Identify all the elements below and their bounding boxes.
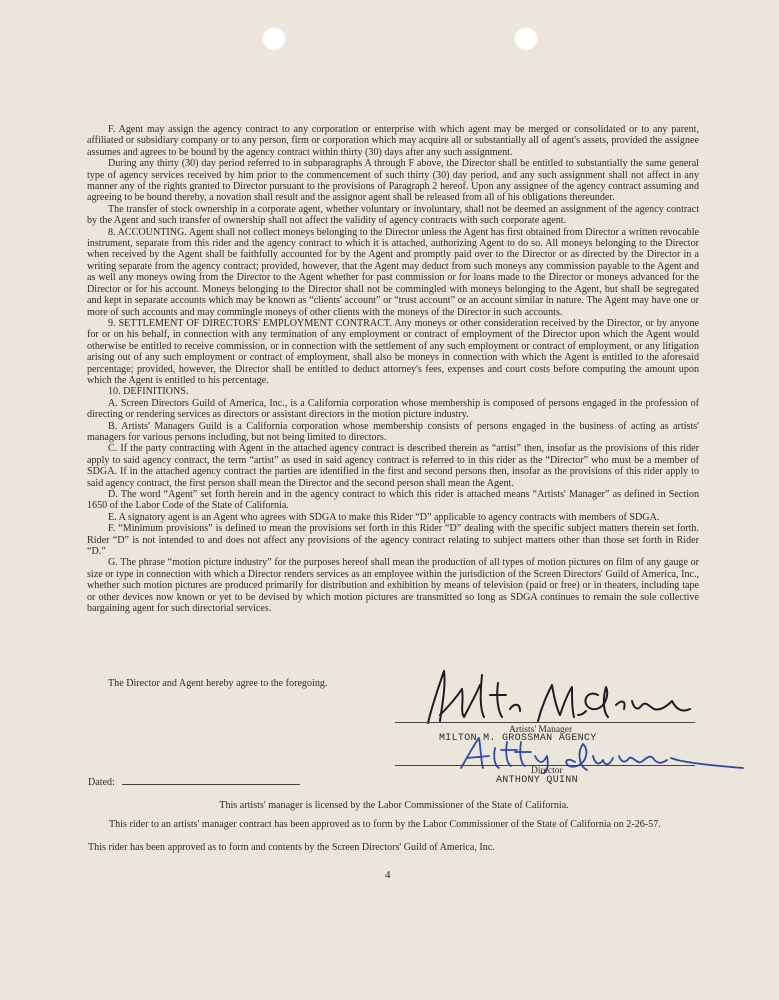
page-number: 4 bbox=[385, 869, 391, 881]
paragraph-accounting: 8. ACCOUNTING. Agent shall not collect moneys belonging to the Director unless the Agent has first obtained from Director a written revocable instrument, separate from this rider and the agency contract to which it is attached, authorizing Agent to do so. All moneys belonging to the Director when received by the Agent shall be faithfully accounted for by the Agent and promptly paid over to the Director or as directed by the Director in a writing separate from the agency contract; provided, however, that the Agent may deduct from such moneys any commission payable to the Agent and as well any moneys owing from the Director to the Agent whether for past commission or for loans made to the Director or moneys advanced for the Director or for his account. Moneys belonging to the Director shall not be commingled with moneys belonging to the Agent, but shall be segregated and kept in separate accounts which may be known as “clients' account” or “trust account” or an account similar in nature. The Agent may have one or more of such accounts and may commingle moneys of other clients with the moneys of the Director in such accounts. bbox=[87, 226, 699, 318]
definition-b: B. Artists' Managers Guild is a California corporation whose membership consists of persons engaged in the business of acting as artists' managers for various persons including, but not being limited to directors. bbox=[87, 420, 699, 443]
agent-caption: Artists' Manager bbox=[509, 725, 573, 735]
director-signature bbox=[455, 734, 750, 774]
sdga-approval-note: This rider has been approved as to form and contents by the Screen Directors' Guild of America, Inc. bbox=[88, 842, 495, 853]
punch-hole-right bbox=[514, 26, 538, 50]
agent-signature-line bbox=[395, 722, 695, 723]
paragraph-thirty-day-period: During any thirty (30) day period referred to in subparagraphs A through F above, the Director shall be entitled to substantially the same general type of agency services received by him prior to the commencement of such thirty (30) day period, and any such assignment shall not affect in any manner any of the rights granted to Director pursuant to the provisions of Paragraph 2 hereof. Upon any assignee of the agency contract assuming and agreeing to be bound thereby, a novation shall result and the assignor agent shall be released from all of his obligations thereunder. bbox=[87, 158, 699, 204]
license-note: This artists' manager is licensed by the Labor Commissioner of the State of California. bbox=[219, 800, 569, 811]
approval-note: This rider to an artists' manager contract has been approved as to form by the Labor Commissioner of the State of California on 2-26-57. bbox=[109, 819, 661, 830]
definition-g: G. The phrase “motion picture industry” for the purposes hereof shall mean the production of all types of motion pictures on film of any gauge or size or type in connection with which a Director renders services as an employee within the jurisdiction of the Screen Directors' Guild of America, Inc., whether such motion pictures are produced primarily for distribution and exhibition by means of television (paid or free) or in theaters, including tape or other devices now known or yet to be devised by which motion pictures are transmitted so long as SDGA continues to remain the sole collective bargaining agent for such directorial services. bbox=[87, 557, 700, 615]
rider-body-text bbox=[87, 124, 699, 614]
director-name: ANTHONY QUINN bbox=[496, 775, 578, 786]
definition-e: E. A signatory agent is an Agent who agrees with SDGA to make this Rider “D” applicable to agency contracts with members of SDGA. bbox=[108, 511, 660, 523]
definition-c: C. If the party contracting with Agent in the attached agency contract is described therein as “artist” then, insofar as the provisions of this rider apply to said agency contract, the term “artist” as used in said agency contract is referred to in this rider as the “Director” who must be a member of SDGA. If in the attached agency contract the parties are identified in the first and second persons then, insofar as the provisions of this rider apply to said agency contract, the first person shall mean the Director and the second person shall mean the Agent. bbox=[87, 443, 699, 489]
punch-hole-left bbox=[262, 26, 286, 50]
definition-d: D. The word “Agent” set forth herein and in the agency contract to which this rider is attached means “Artists' Manager” as defined in Section 1650 of the Labor Code of the State of California. bbox=[87, 489, 699, 512]
dated-label: Dated: bbox=[88, 777, 115, 788]
heading-definitions: 10. DEFINITIONS. bbox=[108, 386, 189, 398]
paragraph-assignment: F. Agent may assign the agency contract to any corporation or enterprise with which agent may be merged or consolidated or to any parent, affiliated or subsidiary company or to any person, firm or corporation which may acquire all or substantially all of agent's assets, provided the assignee assumes and agrees to be bound by the agency contract within thirty (30) days after any such assignment. bbox=[87, 124, 699, 158]
director-caption: Director bbox=[531, 766, 563, 776]
definition-a: A. Screen Directors Guild of America, Inc., is a California corporation whose membership is composed of persons engaged in the profession of directing or rendering services as directors or assistant directors in the motion picture industry. bbox=[87, 397, 699, 421]
agent-signature bbox=[410, 665, 700, 730]
agent-name: MILTON M. GROSSMAN AGENCY bbox=[439, 733, 597, 744]
definition-f: F. “Minimum provisions” is defined to mean the provisions set forth in this Rider “D” dealing with the specific subject matters therein set forth. Rider “D” is not intended to and does not affect any provisions of the agency contract relating to subject matters other than those set forth in Rider “D.” bbox=[87, 523, 699, 558]
paragraph-settlement: 9. SETTLEMENT OF DIRECTORS' EMPLOYMENT CONTRACT. Any moneys or other consideration received by the Director, or by anyone for or on his behalf, in connection with any termination of any employment or contract of employment of the Director upon which the Agent would otherwise be entitled to receive commission, or in connection with the settlement of any such employment or contract of employment, or any litigation arising out of any such employment or contract of employment, shall also be moneys in connection with which the Agent is entitled to the aforesaid percentage; provided, however, the Director shall be entitled to deduct attorney's fees, expenses and court costs before computing the amount upon which the Agent is entitled to his percentage. bbox=[87, 317, 699, 386]
dated-line bbox=[122, 784, 300, 785]
agreement-line: The Director and Agent hereby agree to the foregoing. bbox=[108, 678, 328, 689]
paragraph-stock-transfer: The transfer of stock ownership in a corporate agent, whether voluntary or involuntary, shall not be deemed an assignment of the agency contract by the Agent and such transfer of ownership shall not affect the validity of agency contracts with such corporate agent. bbox=[87, 203, 699, 227]
